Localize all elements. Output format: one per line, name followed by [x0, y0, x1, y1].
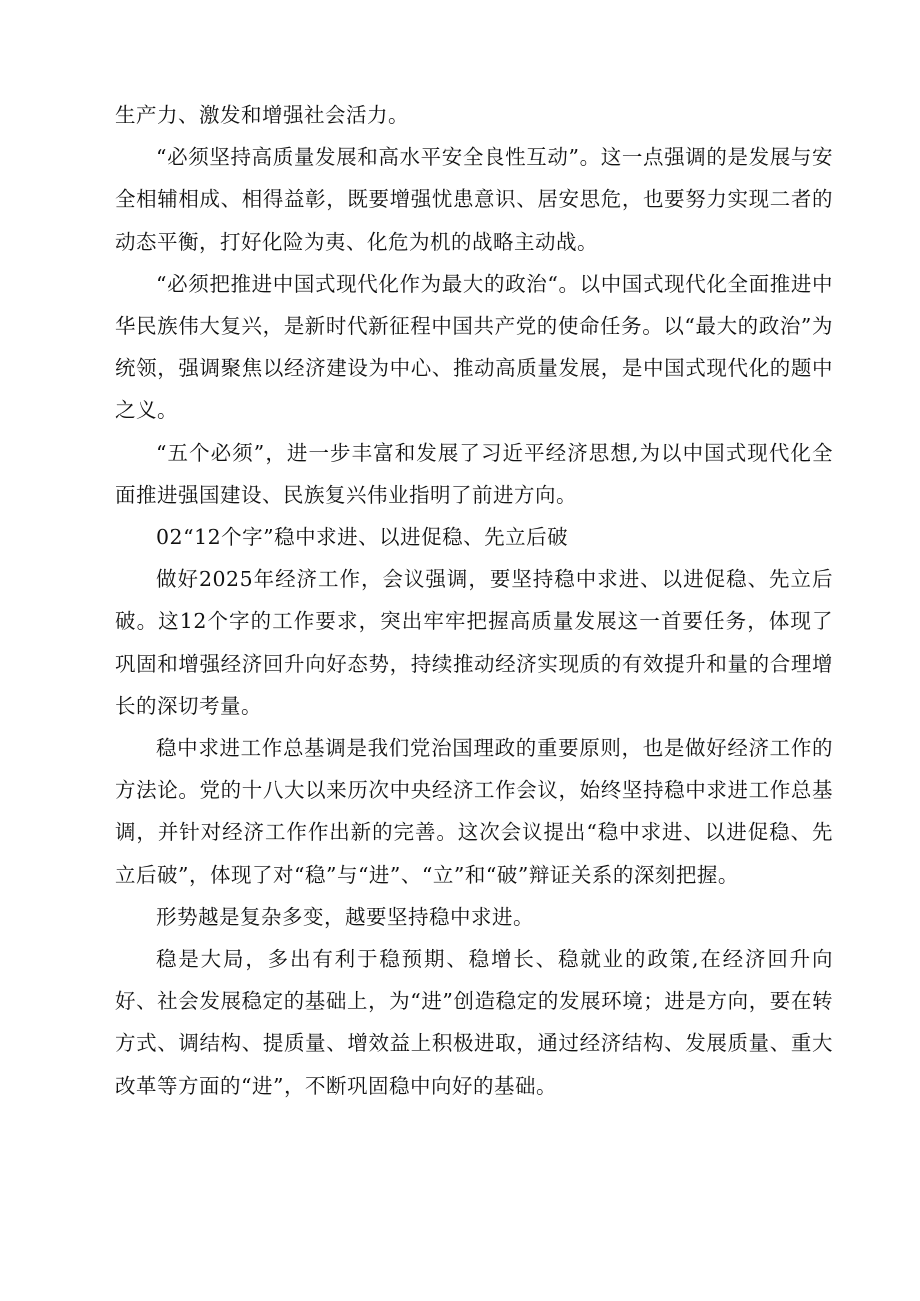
paragraph-general-tone: 稳中求进工作总基调是我们党治国理政的重要原则，也是做好经济工作的方法论。党的十八大以来历次中央经济工作会议，始终坚持稳中求进工作总基调，并针对经济工作作出新的完善。这次会议提出“稳中求进、以进促稳、先立后破”，体现了对“稳”与“进”、“立”和“破”辩证关系的深刻把握。	[115, 736, 833, 887]
paragraph-2025-economic-work: 做好2025年经济工作，会议强调，要坚持稳中求进、以进促稳、先立后破。这12个字的工作要求，突出牢牢把握高质量发展这一首要任务，体现了巩固和增强经济回升向好态势，持续推动经济实现质的有效提升和量的合理增长的深切考量。	[115, 567, 833, 718]
paragraph-stability-progress: 稳是大局，多出有利于稳预期、稳增长、稳就业的政策,在经济回升向好、社会发展稳定的基础上，为“进”创造稳定的发展环境；进是方向，要在转方式、调结构、提质量、增效益上积极进取，通过经济结构、发展质量、重大改革等方面的“进”，不断巩固稳中向好的基础。	[115, 947, 833, 1098]
document-body	[115, 94, 833, 1107]
section-heading: 02“12个字”稳中求进、以进促稳、先立后破	[156, 525, 569, 550]
paragraph-continuation: 生产力、激发和增强社会活力。	[115, 103, 409, 127]
paragraph-security-interaction: “必须坚持高质量发展和高水平安全良性互动”。这一点强调的是发展与安全相辅相成、相得益彰，既要增强忧患意识、居安思危，也要努力实现二者的动态平衡，打好化险为夷、化危为机的战略主动战。	[115, 145, 833, 254]
paragraph-complex-situation: 形势越是复杂多变，越要坚持稳中求进。	[156, 904, 534, 929]
paragraph-modernization-politics: “必须把推进中国式现代化作为最大的政治“。以中国式现代化全面推进中华民族伟大复兴，是新时代新征程中国共产党的使命任务。以“最大的政治”为统领，强调聚焦以经济建设为中心、推动高质量发展，是中国式现代化的题中之义。	[115, 271, 833, 423]
paragraph-five-musts: “五个必须”，进一步丰富和发展了习近平经济思想,为以中国式现代化全面推进强国建设、民族复兴伟业指明了前进方向。	[115, 440, 833, 507]
